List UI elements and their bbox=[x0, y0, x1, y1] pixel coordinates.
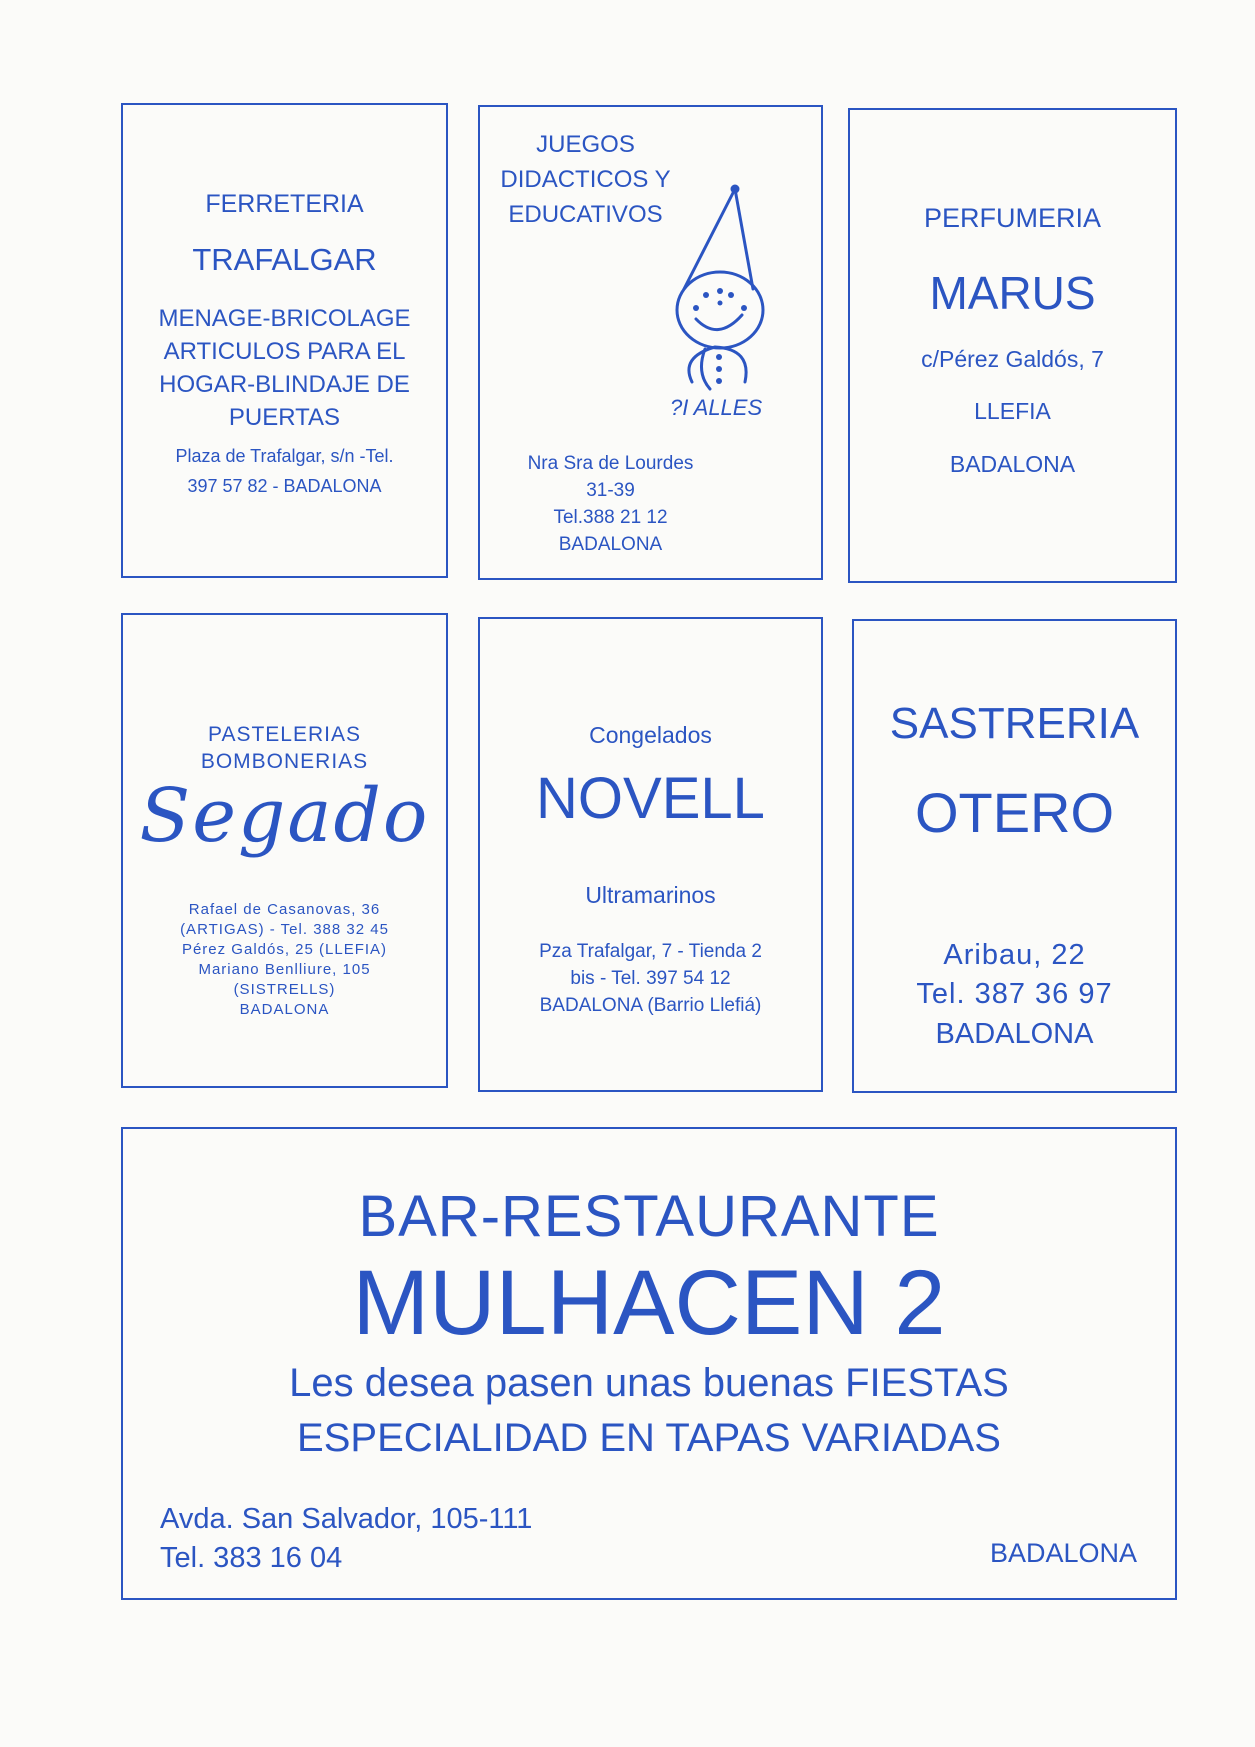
ad-congelados-novell bbox=[478, 617, 823, 1092]
ad-sastreria-otero bbox=[852, 619, 1177, 1093]
ad-name: OTERO bbox=[914, 781, 1115, 844]
ad-slogan: Les desea pasen unas buenas FIESTAS bbox=[289, 1361, 1009, 1405]
ad-address-line: Tel. 387 36 97 bbox=[916, 978, 1113, 1010]
ad-address-line: Aribau, 22 bbox=[943, 939, 1086, 971]
ad-slogan: ESPECIALIDAD EN TAPAS VARIADAS bbox=[297, 1416, 1001, 1460]
ad-address-line: BADALONA bbox=[239, 1001, 330, 1018]
ad-address-line: Rafael de Casanovas, 36 bbox=[188, 901, 381, 918]
ad-description-line: ARTICULOS PARA EL bbox=[163, 338, 406, 365]
ad-address-line: Mariano Benlliure, 105 bbox=[198, 961, 371, 978]
segado-logo: Segado bbox=[139, 773, 430, 859]
ad-bar-restaurante-mulhacen bbox=[121, 1127, 1177, 1600]
ad-city: BADALONA bbox=[989, 1538, 1137, 1568]
ad-address-line: LLEFIA bbox=[974, 398, 1051, 424]
ad-juegos-didacticos bbox=[478, 105, 823, 580]
ad-title-line: DIDACTICOS Y bbox=[500, 166, 671, 193]
ad-address-line: Avda. San Salvador, 105-111 bbox=[160, 1503, 533, 1535]
ad-subtitle: Ultramarinos bbox=[585, 882, 716, 908]
ad-title-line: EDUCATIVOS bbox=[508, 201, 663, 228]
ad-address-line: BADALONA bbox=[949, 451, 1076, 477]
ad-category: PERFUMERIA bbox=[923, 203, 1102, 233]
ad-address-line: (ARTIGAS) - Tel. 388 32 45 bbox=[180, 921, 389, 938]
ad-description-line: HOGAR-BLINDAJE DE bbox=[159, 371, 410, 398]
ad-address-line: 397 57 82 - BADALONA bbox=[187, 476, 382, 496]
ad-category: FERRETERIA bbox=[205, 190, 364, 218]
ad-address-line: Pza Trafalgar, 7 - Tienda 2 bbox=[539, 941, 762, 962]
ad-category: SASTRERIA bbox=[889, 699, 1140, 748]
ad-address-line: Pérez Galdós, 25 (LLEFIA) bbox=[181, 941, 388, 958]
ad-address-line: Nra Sra de Lourdes bbox=[527, 453, 694, 474]
ad-description-line: MENAGE-BRICOLAGE bbox=[158, 305, 411, 332]
ad-perfumeria-marus bbox=[848, 108, 1177, 583]
ad-category: Congelados bbox=[589, 722, 712, 748]
ad-address-line: BADALONA (Barrio Llefiá) bbox=[539, 995, 762, 1016]
ad-category: BAR-RESTAURANTE bbox=[358, 1184, 940, 1249]
ad-pastelerias-segado bbox=[121, 613, 448, 1088]
ad-address-line: (SISTRELLS) bbox=[233, 981, 336, 998]
clown-logo-icon bbox=[660, 177, 790, 402]
ad-address-line: Plaza de Trafalgar, s/n -Tel. bbox=[175, 446, 394, 466]
clown-logo-text: ?I ALLES bbox=[670, 395, 763, 420]
ad-title-line: JUEGOS bbox=[536, 131, 635, 158]
ad-address-line: Tel.388 21 12 bbox=[553, 507, 668, 528]
ad-address-line: BADALONA bbox=[935, 1018, 1094, 1050]
ad-title-line: BOMBONERIAS bbox=[200, 750, 369, 773]
ad-address-line: bis - Tel. 397 54 12 bbox=[570, 968, 731, 989]
ad-address-line: Tel. 383 16 04 bbox=[160, 1542, 343, 1574]
ad-name: MARUS bbox=[929, 267, 1096, 319]
ad-name: MULHACEN 2 bbox=[352, 1252, 946, 1354]
ad-address-line: c/Pérez Galdós, 7 bbox=[921, 346, 1104, 372]
ad-address-line: BADALONA bbox=[558, 534, 663, 555]
ad-name: TRAFALGAR bbox=[192, 242, 377, 277]
ad-description-line: PUERTAS bbox=[228, 404, 341, 431]
ad-address-line: 31-39 bbox=[586, 480, 635, 501]
ad-title-line: PASTELERIAS bbox=[208, 723, 361, 746]
ad-name: NOVELL bbox=[536, 766, 765, 831]
